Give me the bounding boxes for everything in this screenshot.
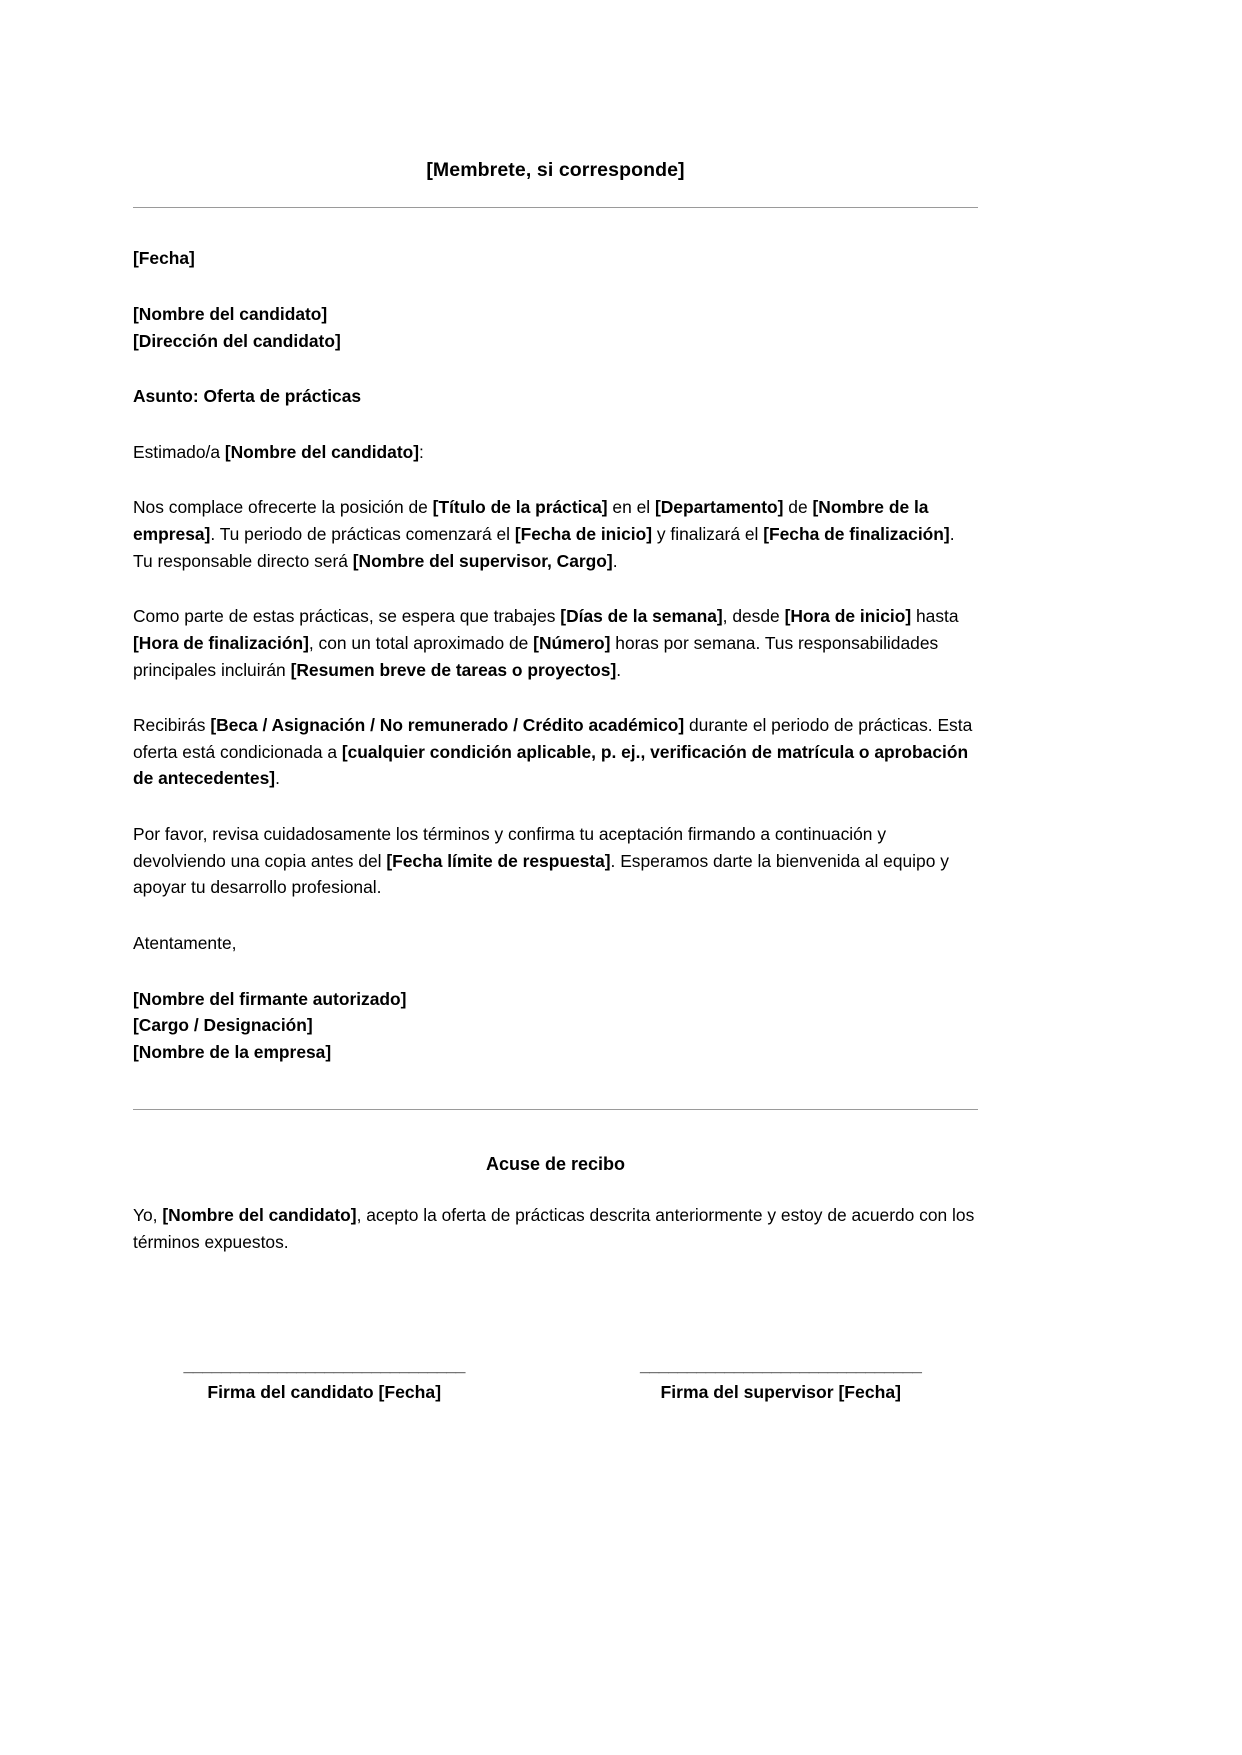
recipient-block — [133, 301, 978, 354]
acknowledgement-field-candidate: [Nombre del candidato] — [162, 1205, 357, 1226]
supervisor-signature-caption: Firma del supervisor [Fecha] — [660, 1382, 902, 1403]
paragraph-schedule — [133, 603, 978, 683]
schedule-text-1: Como parte de estas prácticas, se espera que trabajes — [133, 606, 561, 627]
schedule-field-weekdays: [Días de la semana] — [560, 606, 723, 627]
candidate-signature-area — [133, 1356, 556, 1403]
supervisor-signature-area — [556, 1356, 979, 1403]
offer-field-company: [Nombre de la empresa] — [133, 497, 929, 545]
schedule-field-hours-number: [Número] — [533, 632, 611, 653]
acknowledgement-divider — [133, 1109, 978, 1110]
schedule-text-5: horas por semana. Tus responsabilidades principales incluirán — [133, 632, 939, 680]
paragraph-offer — [133, 494, 978, 574]
schedule-text-4: , con un total aproximado de — [308, 632, 534, 653]
offer-text-3: de — [783, 497, 813, 518]
schedule-text-3: hasta — [911, 606, 959, 627]
signer-name: [Nombre del firmante autorizado] — [133, 988, 407, 1009]
recipient-name: [Nombre del candidato] — [133, 303, 328, 324]
schedule-text-2: , desde — [722, 606, 785, 627]
acceptance-text-1: Por favor, revisa cuidadosamente los términos y confirma tu aceptación firmando a continuación y devolviendo una copia antes del — [133, 824, 887, 871]
letterhead-title: [Membrete, si corresponde] — [426, 159, 685, 181]
offer-text-1: Nos complace ofrecerte la posición de — [133, 497, 433, 518]
offer-text-5: y finalizará el — [652, 524, 764, 545]
compensation-text-1: Recibirás — [133, 715, 211, 736]
offer-field-internship-title: [Título de la práctica] — [432, 497, 608, 518]
schedule-field-duties: [Resumen breve de tareas o proyectos] — [290, 659, 617, 680]
subject-block — [133, 383, 978, 410]
salutation-block — [133, 439, 978, 466]
offer-field-supervisor: [Nombre del supervisor, Cargo] — [352, 550, 613, 571]
compensation-text-3: . — [275, 768, 280, 789]
salutation-suffix: : — [419, 441, 424, 462]
document-content — [133, 0, 978, 1403]
offer-text-6: . Tu responsable directo será — [133, 524, 955, 571]
schedule-field-start-time: [Hora de inicio] — [784, 606, 912, 627]
offer-field-department: [Departamento] — [654, 497, 784, 518]
signer-block — [133, 986, 978, 1066]
acceptance-field-deadline: [Fecha límite de respuesta] — [386, 850, 611, 871]
offer-field-end-date: [Fecha de finalización] — [763, 524, 950, 545]
signer-company: [Nombre de la empresa] — [133, 1041, 332, 1062]
schedule-field-end-time: [Hora de finalización] — [133, 632, 309, 653]
signer-title: [Cargo / Designación] — [133, 1015, 313, 1036]
signature-row — [133, 1356, 978, 1403]
acceptance-text-2: . Esperamos darte la bienvenida al equipo y apoyar tu desarrollo profesional. — [133, 850, 949, 898]
closing-text: Atentamente, — [133, 932, 237, 953]
salutation-name: [Nombre del candidato] — [224, 441, 420, 462]
header-divider — [133, 207, 978, 208]
recipient-address: [Dirección del candidato] — [133, 330, 341, 351]
salutation-prefix: Estimado/a — [133, 441, 225, 462]
candidate-signature-line[interactable]: ______________________________ — [183, 1354, 466, 1375]
offer-field-start-date: [Fecha de inicio] — [514, 524, 653, 545]
offer-text-2: en el — [607, 497, 655, 518]
paragraph-compensation — [133, 712, 978, 792]
offer-text-7: . — [612, 550, 618, 571]
compensation-text-2: durante el periodo de prácticas. Esta oferta está condicionada a — [133, 715, 973, 762]
compensation-field-type: [Beca / Asignación / No remunerado / Crédito académico] — [210, 715, 685, 736]
date-block — [133, 245, 978, 272]
subject-text: Asunto: Oferta de prácticas — [133, 386, 362, 407]
acknowledgement-body — [133, 1202, 978, 1255]
compensation-field-conditions: [cualquier condición aplicable, p. ej., verificación de matrícula o aprobación de antecedentes] — [133, 741, 969, 789]
acknowledgement-text-1: Yo, — [133, 1205, 163, 1226]
supervisor-signature-line[interactable]: ______________________________ — [639, 1354, 922, 1375]
closing-block — [133, 930, 978, 957]
paragraph-acceptance — [133, 821, 978, 901]
candidate-signature-caption: Firma del candidato [Fecha] — [207, 1382, 442, 1403]
date-placeholder: [Fecha] — [133, 248, 195, 269]
acknowledgement-title: Acuse de recibo — [485, 1154, 626, 1175]
offer-text-4: . Tu periodo de prácticas comenzará el — [210, 524, 515, 545]
acknowledgement-text-2: , acepto la oferta de prácticas descrita anteriormente y estoy de acuerdo con los términos expuestos. — [133, 1205, 975, 1253]
schedule-text-6: . — [616, 659, 622, 680]
